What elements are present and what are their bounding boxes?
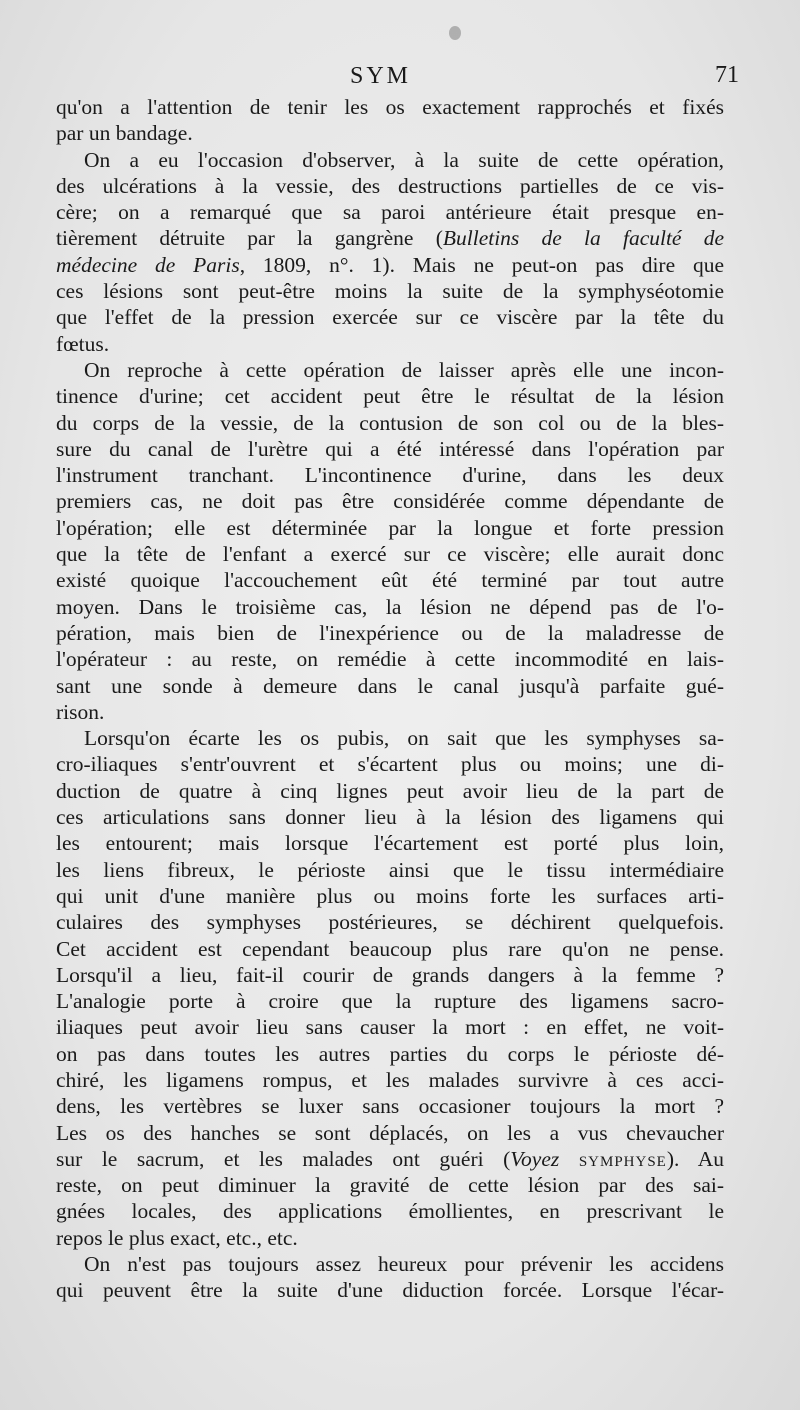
text-segment: l'instrument tranchant. L'incontinence d'urine, dans les deux: [56, 463, 724, 488]
text-line: [56, 1198, 724, 1224]
text-line: [56, 199, 724, 225]
text-line: [56, 462, 724, 488]
text-segment: les entourent; mais lorsque l'écartement est porté plus loin,: [56, 831, 724, 856]
text-segment: existé quoique l'accouchement eût été terminé par tout autre: [56, 568, 724, 593]
text-line: [56, 883, 724, 909]
text-segment: sant une sonde à demeure dans le canal jusqu'à parfaite gué-: [56, 673, 724, 698]
text-line: [56, 962, 724, 988]
text-segment: que l'effet de la pression exercée sur ce viscère par la tête du: [56, 305, 724, 330]
text-segment: Lorsqu'il a lieu, fait-il courir de grands dangers à la femme ?: [56, 962, 724, 987]
text-segment: culaires des symphyses postérieures, se déchirent quelquefois.: [56, 910, 724, 935]
text-segment: du corps de la vessie, de la contusion de son col ou de la bles-: [56, 410, 724, 435]
text-segment: Les os des hanches se sont déplacés, on les a vus chevaucher: [56, 1120, 724, 1145]
text-segment: l'opération; elle est déterminée par la longue et forte pression: [56, 515, 724, 540]
text-line: [56, 1225, 724, 1251]
text-segment: iliaques peut avoir lieu sans causer la mort : en effet, ne voit-: [56, 1015, 724, 1040]
text-line: [56, 620, 724, 646]
text-segment: pération, mais bien de l'inexpérience ou de la maladresse de: [56, 620, 724, 645]
text-line: [56, 488, 724, 514]
text-line: [56, 567, 724, 593]
text-segment: moyen. Dans le troisième cas, la lésion ne dépend pas de l'o-: [56, 594, 724, 619]
text-segment: L'analogie porte à croire que la rupture des ligamens sacro-: [56, 989, 724, 1014]
text-line: [56, 147, 724, 173]
text-segment: ces lésions sont peut-être moins la suite de la symphyséotomie: [56, 279, 724, 304]
text-line: [56, 1014, 724, 1040]
text-line: [56, 804, 724, 830]
text-segment: l'opérateur : au reste, on remédie à cette incommodité en lais-: [56, 647, 724, 672]
text-segment: les liens fibreux, le périoste ainsi que le tissu intermédiaire: [56, 857, 724, 882]
text-segment: ). Au: [666, 1146, 725, 1171]
running-head: SYM: [350, 63, 412, 89]
text-line: [56, 120, 724, 146]
text-line: [56, 1041, 724, 1067]
text-line: [56, 673, 724, 699]
italic-text: Bulletins de la faculté de: [442, 226, 724, 251]
text-segment: reste, on peut diminuer la gravité de cette lésion par des sai-: [56, 1173, 724, 1198]
text-segment: Lorsqu'on écarte les os pubis, on sait que les symphyses sa-: [84, 726, 724, 751]
text-line: [56, 94, 724, 120]
text-segment: qui peuvent être la suite d'une diduction forcée. Lorsque l'écar-: [56, 1278, 724, 1303]
text-line: [56, 1277, 724, 1303]
text-segment: Cet accident est cependant beaucoup plus rare qu'on ne pense.: [56, 936, 724, 961]
small-caps-text: SYMPHYSE: [578, 1153, 667, 1170]
text-line: [56, 515, 724, 541]
text-line: [56, 410, 724, 436]
body-text: [56, 94, 724, 1304]
text-segment: On a eu l'occasion d'observer, à la suite de cette opération,: [84, 147, 724, 172]
text-segment: cro-iliaques s'entr'ouvrent et s'écartent plus ou moins; une di-: [56, 752, 724, 777]
text-line: [56, 383, 724, 409]
text-line: [56, 1120, 724, 1146]
text-segment: tièrement détruite par la gangrène (: [56, 226, 443, 251]
text-line: [56, 830, 724, 856]
text-line: [56, 594, 724, 620]
text-line: [56, 1146, 724, 1172]
text-line: [56, 857, 724, 883]
text-line: [56, 778, 724, 804]
text-segment: On n'est pas toujours assez heureux pour prévenir les accidens: [84, 1252, 724, 1277]
text-line: [56, 1251, 724, 1277]
text-segment: repos le plus exact, etc., etc.: [56, 1225, 298, 1250]
text-segment: ces articulations sans donner lieu à la lésion des ligamens qui: [56, 805, 724, 830]
text-line: [56, 646, 724, 672]
italic-text: Voyez: [510, 1146, 560, 1171]
text-line: [56, 751, 724, 777]
text-segment: sure du canal de l'urètre qui a été intéressé dans l'opération par: [56, 436, 724, 461]
text-line: [56, 225, 724, 251]
ink-speck: [449, 26, 461, 40]
text-segment: chiré, les ligamens rompus, et les malades survivre à ces acci-: [56, 1067, 724, 1092]
text-segment: rison.: [56, 699, 105, 724]
text-segment: cère; on a remarqué que sa paroi antérieure était presque en-: [56, 200, 724, 225]
text-segment: duction de quatre à cinq lignes peut avoir lieu de la part de: [56, 778, 724, 803]
page-number: 71: [715, 62, 739, 88]
text-segment: par un bandage.: [56, 121, 193, 146]
text-line: [56, 936, 724, 962]
text-line: [56, 331, 724, 357]
text-line: [56, 436, 724, 462]
text-line: [56, 909, 724, 935]
text-line: [56, 1172, 724, 1198]
text-segment: que la tête de l'enfant a exercé sur ce viscère; elle aurait donc: [56, 542, 724, 567]
text-line: [56, 357, 724, 383]
text-segment: sur le sacrum, et les malades ont guéri (: [56, 1146, 511, 1171]
text-line: [56, 988, 724, 1014]
text-line: [56, 1067, 724, 1093]
text-line: [56, 699, 724, 725]
text-segment: qui unit d'une manière plus ou moins forte les surfaces arti-: [56, 883, 724, 908]
text-line: [56, 541, 724, 567]
text-segment: gnées locales, des applications émollientes, en prescrivant le: [56, 1199, 724, 1224]
text-segment: On reproche à cette opération de laisser après elle une incon-: [84, 357, 724, 382]
text-line: [56, 1093, 724, 1119]
text-segment: dens, les vertèbres se luxer sans occasioner toujours la mort ?: [56, 1094, 724, 1119]
text-segment: fœtus.: [56, 331, 110, 356]
text-segment: on pas dans toutes les autres parties du corps le périoste dé-: [56, 1041, 724, 1066]
text-line: [56, 304, 724, 330]
italic-text: médecine de Paris: [56, 252, 240, 277]
text-line: [56, 252, 724, 278]
text-segment: des ulcérations à la vessie, des destructions partielles de ce vis-: [56, 173, 724, 198]
text-segment: qu'on a l'attention de tenir les os exactement rapprochés et fixés: [56, 95, 724, 119]
text-segment: tinence d'urine; cet accident peut être le résultat de la lésion: [56, 384, 724, 409]
text-segment: , 1809, n°. 1). Mais ne peut-on pas dire que: [239, 252, 725, 277]
text-segment: [559, 1147, 579, 1171]
text-line: [56, 725, 724, 751]
text-segment: premiers cas, ne doit pas être considérée comme dépendante de: [56, 489, 724, 514]
text-line: [56, 278, 724, 304]
text-line: [56, 173, 724, 199]
